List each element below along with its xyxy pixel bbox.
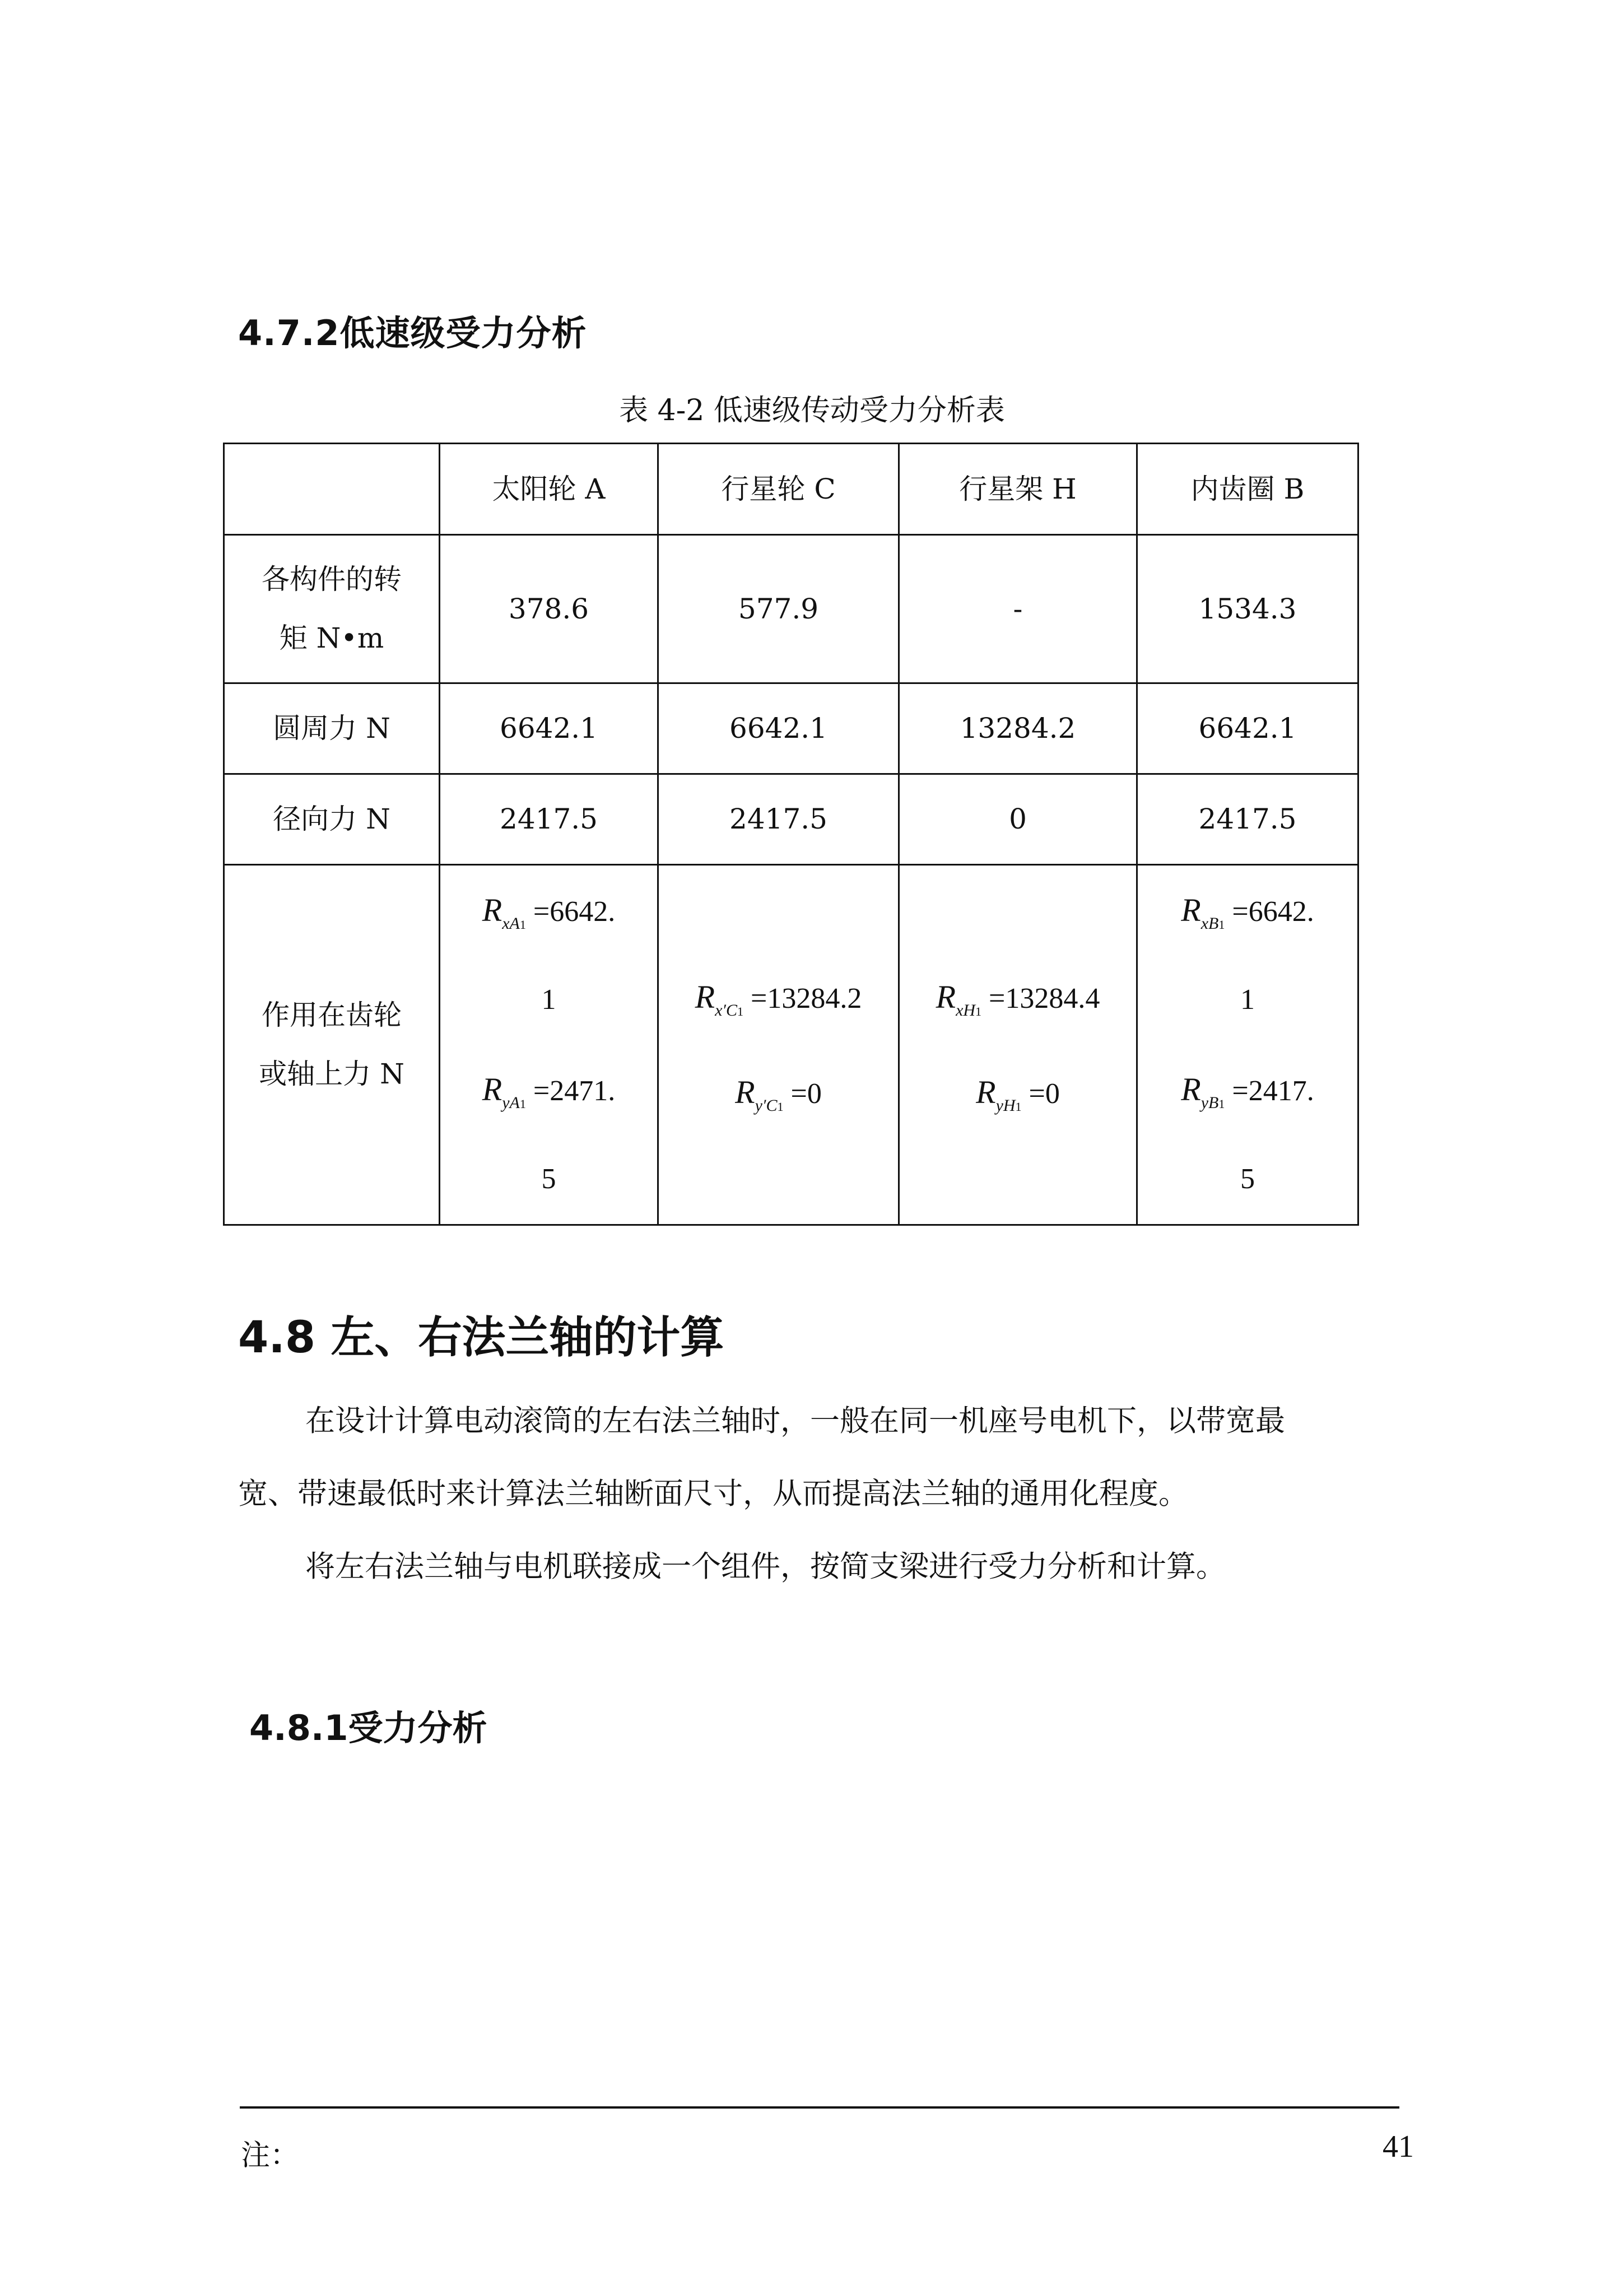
header-cell-empty xyxy=(224,444,440,535)
formula-wrap: 1 xyxy=(541,984,556,1016)
formula-ry-carrier: $R_{yH1} =0$ xyxy=(976,1074,1060,1115)
table-row xyxy=(224,535,1358,683)
formula-wrap: 5 xyxy=(1240,1163,1255,1195)
table-cell: 2417.5 xyxy=(1137,774,1358,865)
subsection-heading-4-8-1: 4.8.1受力分析 xyxy=(249,1707,487,1748)
paragraph-line: 在设计计算电动滚筒的左右法兰轴时，一般在同一机座号电机下，以带宽最 xyxy=(305,1404,1285,1438)
table-cell: 13284.2 xyxy=(899,683,1137,774)
header-ring-gear: 内齿圈 B xyxy=(1137,444,1358,535)
table-cell: 2417.5 xyxy=(658,774,899,865)
formula-rx-carrier: $R_{xH1} =13284.4$ xyxy=(936,979,1100,1020)
header-planet-gear: 行星轮 C xyxy=(658,444,899,535)
table-row xyxy=(224,774,1358,865)
table-cell: 577.9 xyxy=(658,535,899,683)
header-sun-gear: 太阳轮 A xyxy=(440,444,658,535)
formula-wrap: 5 xyxy=(541,1163,556,1195)
subsection-heading-4-7-2: 4.7.2低速级受力分析 xyxy=(238,313,587,353)
footer-note: 注： xyxy=(241,2139,300,2172)
table-cell: 6642.1 xyxy=(1137,683,1358,774)
row-label-torque xyxy=(224,535,440,683)
formula-ry-sun: $R_{yA1} =2471$. xyxy=(482,1071,616,1112)
formula-rx-ring: $R_{xB1} =6642$. xyxy=(1181,892,1314,933)
formula-rx-sun: $R_{xA1} =6642$. xyxy=(482,892,616,933)
table-row xyxy=(224,683,1358,774)
table-cell: 378.6 xyxy=(440,535,658,683)
section-heading-4-8: 4.8 左、右法兰轴的计算 xyxy=(238,1313,724,1363)
row-label-radial: 径向力 N xyxy=(224,774,440,865)
header-planet-carrier: 行星架 H xyxy=(899,444,1137,535)
table-cell: 6642.1 xyxy=(440,683,658,774)
formula-wrap: 1 xyxy=(1240,984,1255,1016)
row-label-line: 矩 N•m xyxy=(279,622,384,654)
formula-ry-planet: $R_{y'C1} =0$ xyxy=(735,1074,822,1115)
row-label-line: 各构件的转 xyxy=(262,563,402,595)
row-label-gear-force xyxy=(224,865,440,1225)
row-label-line: 或轴上力 N xyxy=(259,1058,404,1090)
table-cell: 6642.1 xyxy=(658,683,899,774)
table-row-gear-forces xyxy=(224,865,1358,1225)
row-label-tangential: 圆周力 N xyxy=(224,683,440,774)
force-analysis-table xyxy=(223,443,1359,1226)
table-caption: 表 4-2 低速级传动受力分析表 xyxy=(619,394,1005,427)
table-header-row xyxy=(224,444,1358,535)
paragraph-line: 宽、带速最低时来计算法兰轴断面尺寸，从而提高法兰轴的通用化程度。 xyxy=(238,1477,1188,1511)
gear-force-cell-sun xyxy=(440,865,658,1225)
gear-force-cell-planet xyxy=(658,865,899,1225)
row-label-line: 作用在齿轮 xyxy=(262,999,402,1031)
gear-force-cell-carrier xyxy=(899,865,1137,1225)
table-cell: 1534.3 xyxy=(1137,535,1358,683)
table-cell: 0 xyxy=(899,774,1137,865)
gear-force-cell-ring xyxy=(1137,865,1358,1225)
page-number: 41 xyxy=(1383,2129,1414,2164)
table-cell: 2417.5 xyxy=(440,774,658,865)
formula-rx-planet: $R_{x'C1} =13284.2$ xyxy=(695,979,862,1020)
paragraph-line: 将左右法兰轴与电机联接成一个组件，按简支梁进行受力分析和计算。 xyxy=(305,1550,1226,1584)
footer-divider xyxy=(240,2106,1399,2109)
formula-ry-ring: $R_{yB1} =2417$. xyxy=(1181,1071,1314,1112)
table-cell: - xyxy=(899,535,1137,683)
